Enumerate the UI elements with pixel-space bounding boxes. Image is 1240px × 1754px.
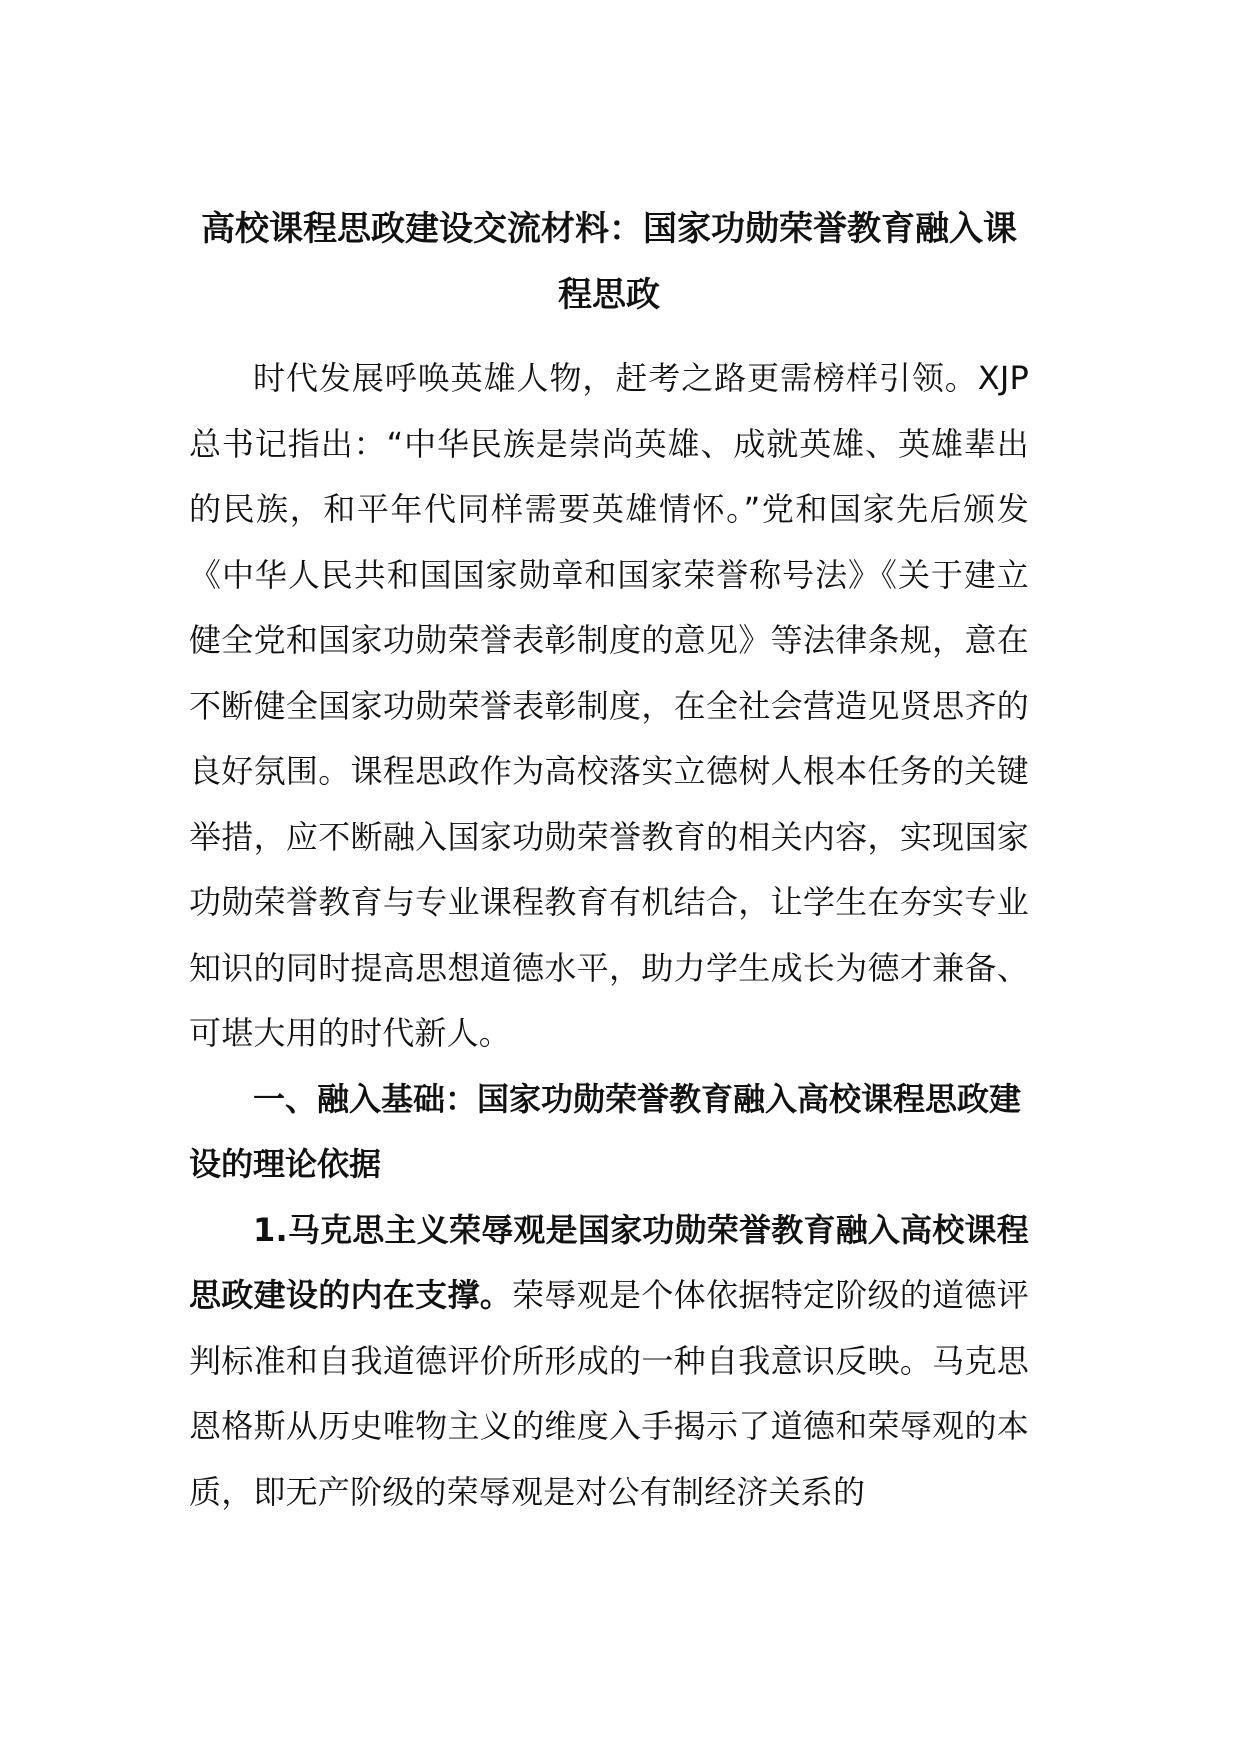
section-heading: 一、融入基础：国家功勋荣誉教育融入高校课程思政建设的理论依据	[189, 1079, 1022, 1183]
intro-paragraph: 时代发展呼唤英雄人物，赶考之路更需榜样引领。XJP总书记指出：“中华民族是崇尚英雄、成就英雄、英雄辈出的民族，和平年代同样需要英雄情怀。”党和国家先后颁发《中华人民共和国国家勋章和国家荣誉称号法》《关于建立健全党和国家功勋荣誉表彰制度的意见》等法律条规，意在不断健全国家功勋荣誉表彰制度，在全社会营造见贤思齐的良好氛围。课程思政作为高校落实立德树人根本任务的关键举措，应不断融入国家功勋荣誉教育的相关内容，实现国家功勋荣誉教育与专业课程教育有机结合，让学生在夯实专业知识的同时提高思想道德水平，助力学生成长为德才兼备、可堪大用的时代新人。	[189, 359, 1029, 1052]
document-page	[189, 196, 1029, 1525]
point-body: 荣辱观是个体依据特定阶级的道德评判标准和自我道德评价所形成的一种自我意识反映。马克思恩格斯从历史唯物主义的维度入手揭示了道德和荣辱观的本质，即无产阶级的荣辱观是对公有制经济关系的	[189, 1276, 1029, 1511]
document-title: 高校课程思政建设交流材料：国家功勋荣誉教育融入课程思政	[201, 209, 1017, 315]
point-lead: 1.马克思主义荣辱观是国家功勋荣誉教育融入高校课程思政建设的内在支撑。	[189, 1210, 1029, 1314]
point-paragraph	[189, 1198, 1029, 1526]
